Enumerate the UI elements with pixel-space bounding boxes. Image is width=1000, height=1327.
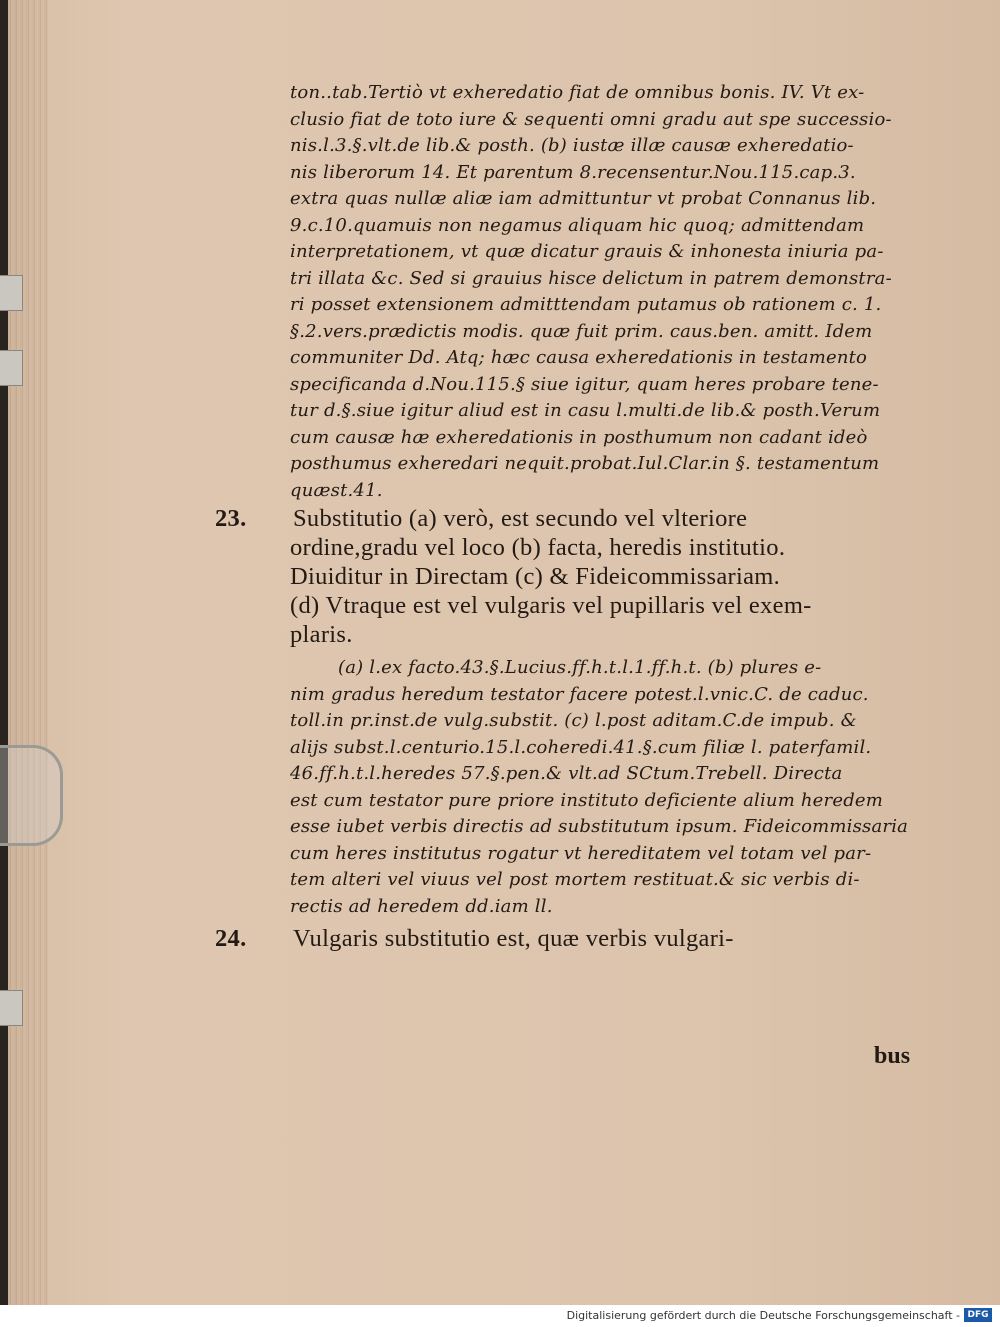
binding-tab — [0, 275, 23, 311]
text-line: interpretationem, vt quæ dicatur grauis & inhonesta iniuria pa- — [290, 241, 884, 262]
text-line: cum heres institutus rogatur vt hereditatem vel totam vel par- — [290, 842, 872, 864]
text-line: (d) Vtraque est vel vulgaris vel pupillaris vel exem- — [290, 592, 812, 619]
text-line: rectis ad heredem dd.iam ll. — [290, 895, 553, 917]
funding-credit: Digitalisierung gefördert durch die Deutsche Forschungsgemeinschaft - — [566, 1309, 960, 1322]
catchword: bus — [874, 1043, 911, 1069]
page-clip — [0, 745, 63, 846]
text-line: tur d.§.siue igitur aliud est in casu l.multi.de lib.& posth.Verum — [290, 400, 881, 421]
text-line: tem alteri vel viuus vel post mortem restituat.& sic verbis di- — [290, 869, 860, 890]
text-line: est cum testator pure priore instituto deficiente alium heredem — [290, 789, 884, 811]
paragraph-24 — [215, 924, 936, 953]
paragraph-number: 24. — [215, 925, 247, 952]
text-line: nis.l.3.§.vlt.de lib.& posth. (b) iustæ illæ causæ exheredatio- — [290, 135, 854, 156]
text-line: Substitutio (a) verò, est secundo vel vlteriore — [293, 505, 748, 532]
text-line: posthumus exheredari nequit.probat.Iul.Clar.in §. testamentum — [290, 453, 880, 474]
text-line: 9.c.10.quamuis non negamus aliquam hic quoq; admittendam — [290, 214, 865, 236]
footer-bar — [0, 1305, 1000, 1327]
text-line: alijs subst.l.centurio.15.l.coheredi.41.§.cum filiæ l. paterfamil. — [290, 736, 872, 758]
text-line: tri illata &c. Sed si grauius hisce delictum in patrem demonstra- — [290, 267, 892, 289]
text-line: nis liberorum 14. Et parentum 8.recensentur.Nou.115.cap.3. — [290, 161, 856, 183]
text-line: (a) l.ex facto.43.§.Lucius.ff.h.t.l.1.ff.h.t. (b) plures e- — [338, 657, 822, 678]
footnote-block-2 — [290, 655, 936, 920]
paragraph-number: 23. — [215, 505, 247, 532]
text-line: specificanda d.Nou.115.§ siue igitur, quam heres probare tene- — [290, 373, 879, 395]
text-line: ri posset extensionem admitttendam putamus ob rationem c. 1. — [290, 294, 882, 315]
text-line: nim gradus heredum testator facere potest.l.vnic.C. de caduc. — [290, 683, 869, 705]
text-line: Vulgaris substitutio est, quæ verbis vulgari- — [293, 925, 734, 952]
page-stack-edge — [8, 0, 48, 1305]
text-line: clusio fiat de toto iure & sequenti omni gradu aut spe successio- — [290, 108, 892, 130]
text-line: Diuiditur in Directam (c) & Fideicommissariam. — [290, 563, 781, 590]
text-line: §.2.vers.prædictis modis. quæ fuit prim. caus.ben. amitt. Idem — [290, 320, 873, 342]
text-line: communiter Dd. Atq; hæc causa exheredationis in testamento — [290, 347, 868, 368]
footnote-block-1 — [290, 80, 936, 504]
text-line: ordine,gradu vel loco (b) facta, heredis institutio. — [290, 534, 786, 561]
dfg-logo-icon[interactable]: DFG — [964, 1308, 992, 1322]
binding-tab — [0, 350, 23, 386]
binding-tab — [0, 990, 23, 1026]
text-line: quæst.41. — [290, 479, 383, 501]
text-line: ton..tab.Tertiò vt exheredatio fiat de omnibus bonis. IV. Vt ex- — [290, 82, 865, 103]
text-line: plaris. — [290, 621, 353, 648]
page-text — [215, 80, 936, 953]
text-line: 46.ff.h.t.l.heredes 57.§.pen.& vlt.ad SCtum.Trebell. Directa — [290, 763, 843, 784]
text-line: toll.in pr.inst.de vulg.substit. (c) l.post aditam.C.de impub. & — [290, 710, 857, 731]
text-line: esse iubet verbis directis ad substitutum ipsum. Fideicommissaria — [290, 816, 909, 837]
paragraph-23 — [2, 504, 936, 649]
text-line: cum causæ hæ exheredationis in posthumum non cadant ideò — [290, 426, 868, 448]
text-line: extra quas nullæ aliæ iam admittuntur vt probat Connanus lib. — [290, 188, 877, 209]
